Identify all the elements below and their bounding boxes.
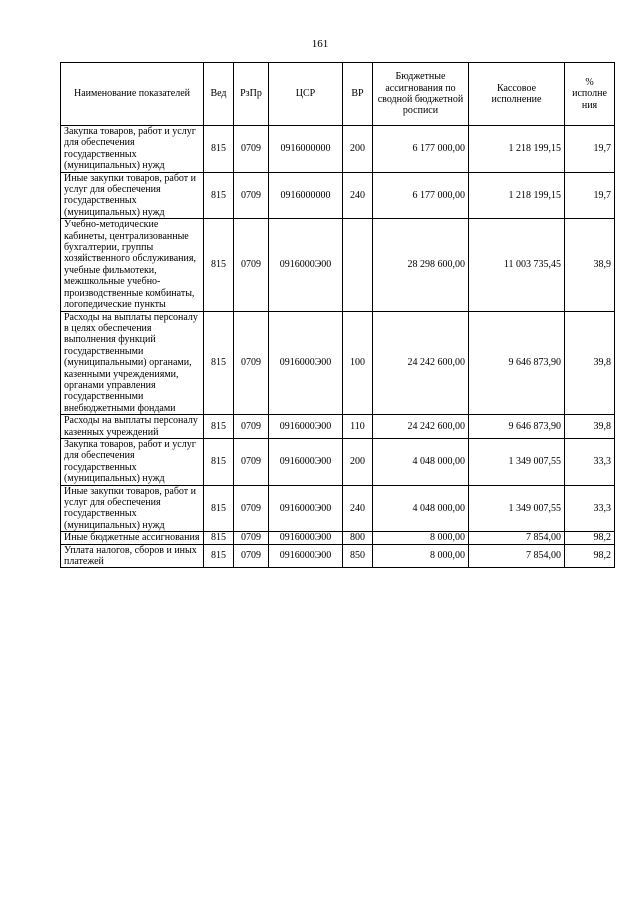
header-budget: Бюджетные ассигнования по сводной бюджетной росписи [373,63,469,126]
cell-budget: 6 177 000,00 [373,126,469,173]
cell-csr: 0916000Э00 [269,311,343,415]
cell-cash: 1 218 199,15 [469,126,565,173]
cell-percent: 38,9 [565,219,615,311]
header-vr: ВР [343,63,373,126]
cell-cash: 1 349 007,55 [469,438,565,485]
cell-budget: 6 177 000,00 [373,172,469,219]
cell-percent: 19,7 [565,172,615,219]
cell-vr: 200 [343,126,373,173]
cell-csr: 0916000Э00 [269,485,343,532]
cell-name: Закупка товаров, работ и услуг для обеспечения государственных (муниципальных) нужд [61,126,204,173]
cell-name: Учебно-методические кабинеты, централизованные бухгалтерии, группы хозяйственного обслуживания, учебные фильмотеки, межшкольные учебно-производственные комбинаты, логопедические пункты [61,219,204,311]
cell-percent: 98,2 [565,532,615,544]
cell-vr [343,219,373,311]
table-row [61,438,615,485]
cell-ved: 815 [204,126,234,173]
cell-ved: 815 [204,219,234,311]
cell-vr: 800 [343,532,373,544]
cell-rzpr: 0709 [234,532,269,544]
cell-cash: 9 646 873,90 [469,311,565,415]
cell-cash: 1 349 007,55 [469,485,565,532]
cell-rzpr: 0709 [234,172,269,219]
cell-ved: 815 [204,438,234,485]
cell-csr: 0916000Э00 [269,544,343,568]
cell-budget: 4 048 000,00 [373,438,469,485]
cell-rzpr: 0709 [234,126,269,173]
cell-vr: 850 [343,544,373,568]
table-row [61,415,615,439]
table-row [61,532,615,544]
cell-rzpr: 0709 [234,485,269,532]
cell-rzpr: 0709 [234,219,269,311]
table-row [61,311,615,415]
cell-vr: 240 [343,485,373,532]
cell-rzpr: 0709 [234,311,269,415]
cell-name: Уплата налогов, сборов и иных платежей [61,544,204,568]
table-row [61,485,615,532]
cell-ved: 815 [204,172,234,219]
cell-csr: 0916000000 [269,172,343,219]
table-row [61,544,615,568]
cell-ved: 815 [204,544,234,568]
table-row [61,172,615,219]
cell-csr: 0916000Э00 [269,415,343,439]
table-header-row [61,63,615,126]
cell-percent: 33,3 [565,438,615,485]
cell-vr: 200 [343,438,373,485]
cell-budget: 8 000,00 [373,544,469,568]
cell-percent: 39,8 [565,311,615,415]
cell-ved: 815 [204,311,234,415]
budget-execution-table [60,62,615,568]
header-csr: ЦСР [269,63,343,126]
cell-csr: 0916000Э00 [269,219,343,311]
cell-rzpr: 0709 [234,544,269,568]
cell-budget: 4 048 000,00 [373,485,469,532]
header-rzpr: РзПр [234,63,269,126]
cell-rzpr: 0709 [234,438,269,485]
cell-name: Закупка товаров, работ и услуг для обеспечения государственных (муниципальных) нужд [61,438,204,485]
cell-vr: 110 [343,415,373,439]
cell-ved: 815 [204,415,234,439]
cell-rzpr: 0709 [234,415,269,439]
cell-budget: 24 242 600,00 [373,311,469,415]
cell-name: Иные закупки товаров, работ и услуг для обеспечения государственных (муниципальных) нужд [61,172,204,219]
cell-cash: 7 854,00 [469,544,565,568]
table-row [61,219,615,311]
cell-vr: 100 [343,311,373,415]
cell-csr: 0916000Э00 [269,532,343,544]
header-cash: Кассовое исполнение [469,63,565,126]
page-number: 161 [311,38,329,50]
cell-name: Расходы на выплаты персоналу в целях обеспечения выполнения функций государственными (муниципальными) органами, казенными учреждениями, органами управления государственными внебюджетными фондами [61,311,204,415]
cell-ved: 815 [204,532,234,544]
cell-percent: 19,7 [565,126,615,173]
cell-name: Иные закупки товаров, работ и услуг для обеспечения государственных (муниципальных) нужд [61,485,204,532]
cell-cash: 11 003 735,45 [469,219,565,311]
cell-cash: 1 218 199,15 [469,172,565,219]
cell-budget: 24 242 600,00 [373,415,469,439]
cell-vr: 240 [343,172,373,219]
cell-csr: 0916000000 [269,126,343,173]
header-name: Наименование показателей [61,63,204,126]
cell-budget: 8 000,00 [373,532,469,544]
header-ved: Вед [204,63,234,126]
cell-cash: 9 646 873,90 [469,415,565,439]
cell-percent: 39,8 [565,415,615,439]
cell-percent: 33,3 [565,485,615,532]
cell-name: Иные бюджетные ассигнования [61,532,204,544]
cell-ved: 815 [204,485,234,532]
cell-budget: 28 298 600,00 [373,219,469,311]
cell-csr: 0916000Э00 [269,438,343,485]
header-percent: % исполне ния [565,63,615,126]
cell-name: Расходы на выплаты персоналу казенных учреждений [61,415,204,439]
table-row [61,126,615,173]
cell-cash: 7 854,00 [469,532,565,544]
cell-percent: 98,2 [565,544,615,568]
